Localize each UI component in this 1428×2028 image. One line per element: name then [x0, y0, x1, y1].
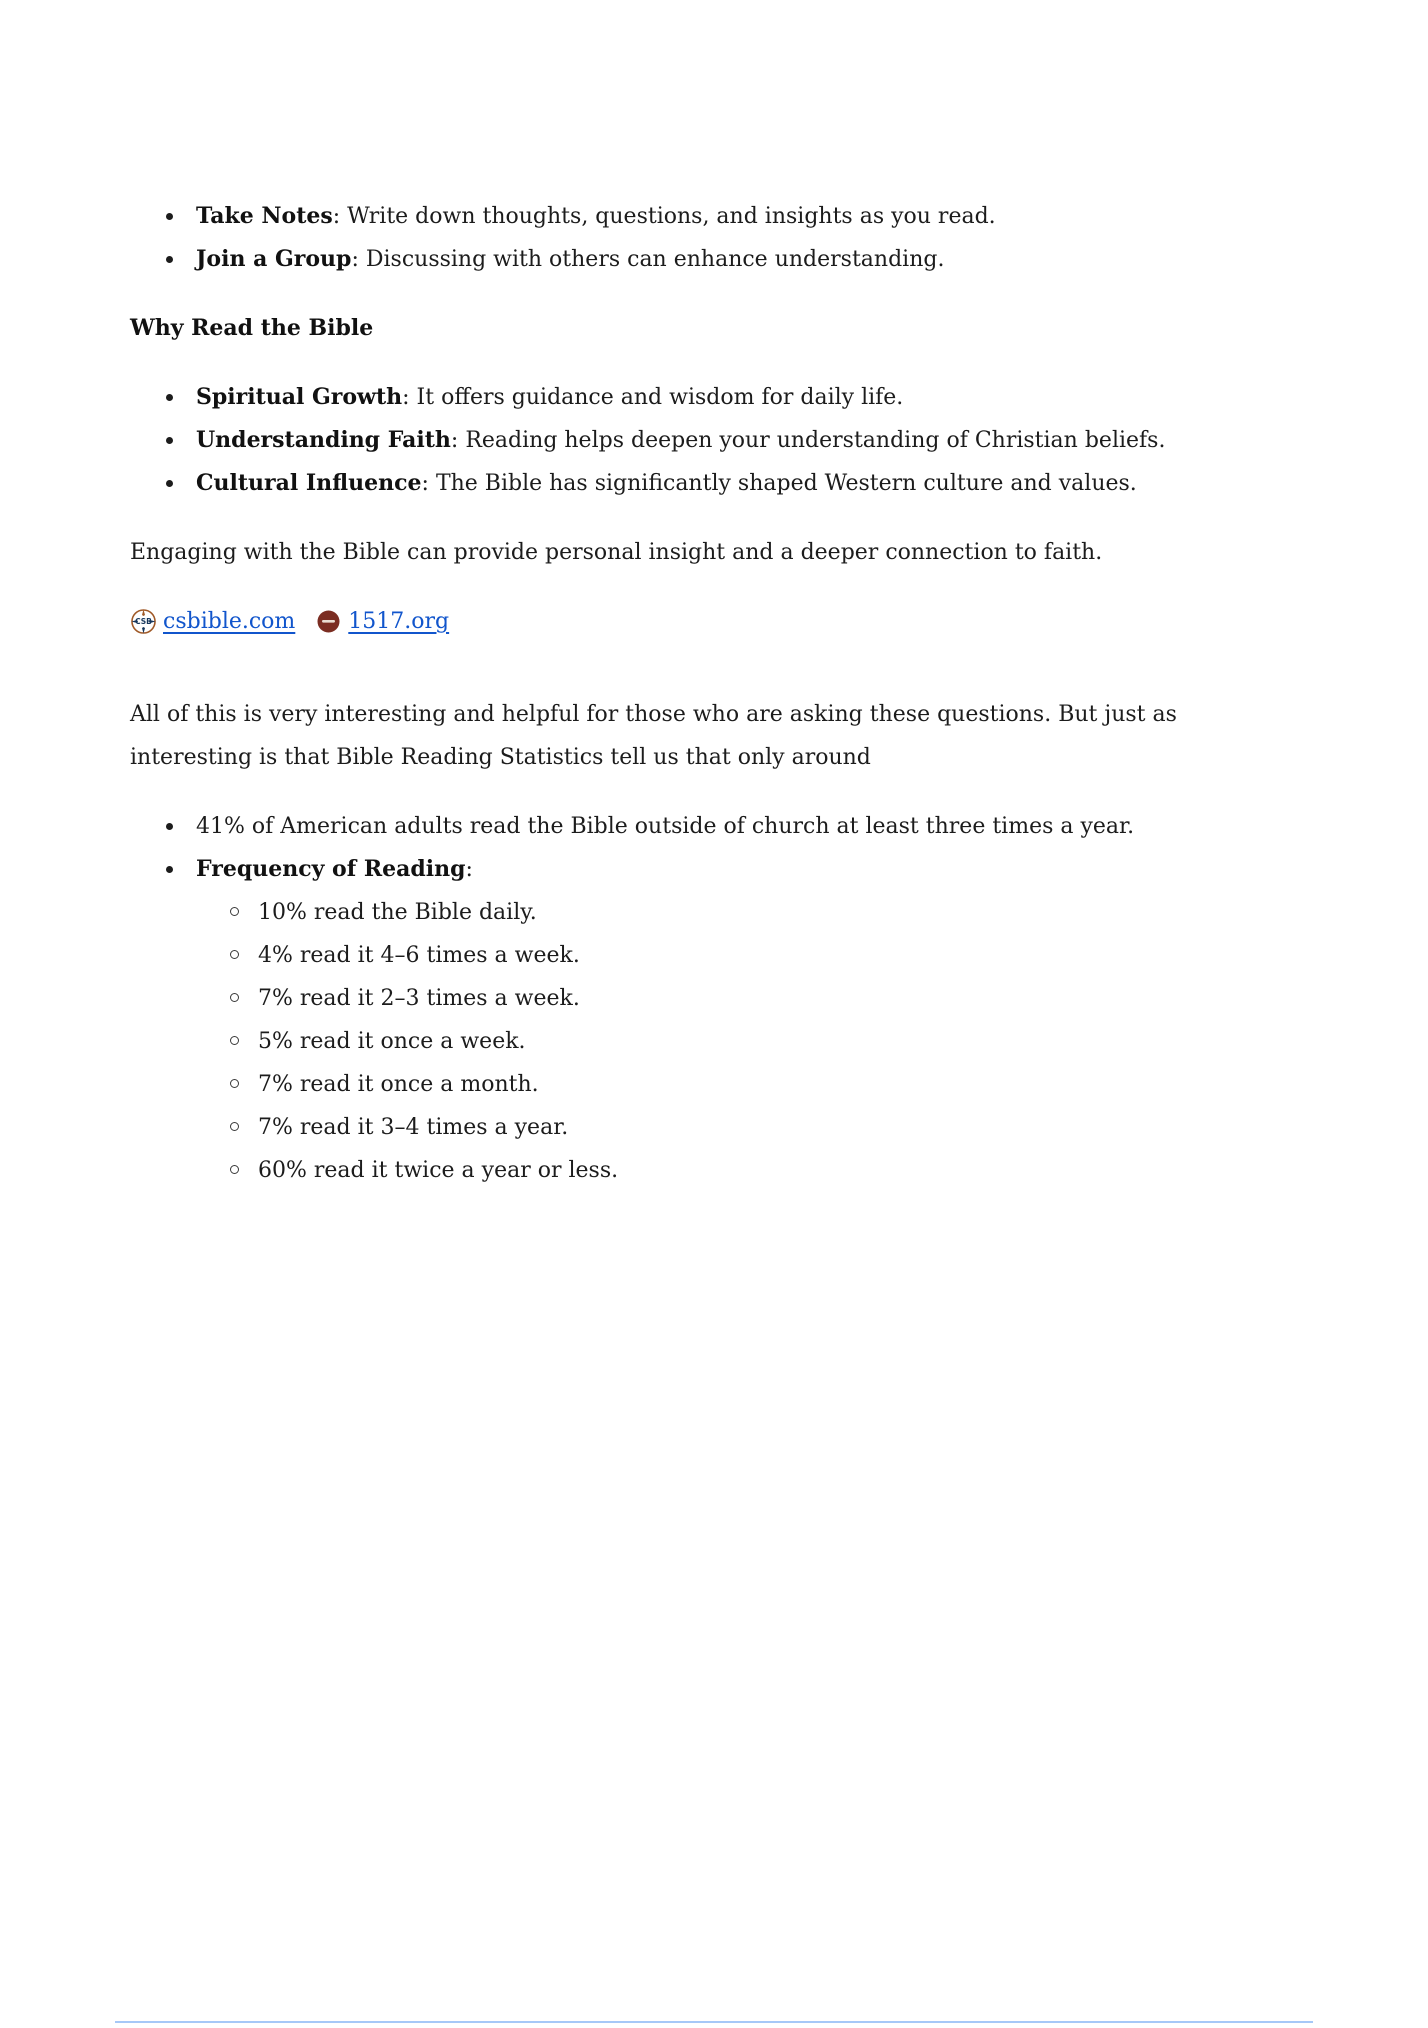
sub-list-item-body: 7% read it 3–4 times a year. — [258, 1115, 569, 1140]
source-links — [130, 600, 1298, 643]
list-item — [166, 376, 1298, 419]
sub-list-item — [230, 1063, 1298, 1106]
csb-logo-icon — [130, 608, 157, 635]
sub-list-item-body: 4% read it 4–6 times a week. — [258, 943, 580, 968]
list-item-body: : Write down thoughts, questions, and insights as you read. — [332, 204, 996, 229]
list-item-lead: Frequency of Reading — [196, 856, 466, 882]
circle-bullet-icon — [230, 1063, 258, 1088]
list-item-lead: Cultural Influence — [196, 470, 422, 496]
list-item — [166, 462, 1298, 505]
circle-bullet-icon — [230, 1106, 258, 1131]
circle-bullet-icon — [230, 1020, 258, 1045]
sub-list-item — [230, 1106, 1298, 1149]
list-item-lead: Take Notes — [196, 203, 333, 229]
bottom-divider — [115, 2021, 1313, 2023]
sub-list-item-body: 7% read it once a month. — [258, 1072, 539, 1097]
svg-text:CSB: CSB — [135, 617, 152, 626]
list-item-text — [196, 195, 1298, 238]
stats-intro-paragraph: All of this is very interesting and helpful for those who are asking these questions. But just as interesting is that Bible Reading Statistics tell us that only around — [130, 702, 1177, 770]
list-item-text — [196, 462, 1298, 505]
bullet-icon — [166, 195, 196, 220]
engaging-paragraph: Engaging with the Bible can provide personal insight and a deeper connection to faith. — [130, 540, 1103, 565]
list-item-lead: Spiritual Growth — [196, 384, 403, 410]
why-read-list — [130, 376, 1298, 505]
bullet-icon — [166, 848, 196, 873]
sub-list-item — [230, 934, 1298, 977]
list-item-text — [196, 238, 1298, 281]
sub-list-item — [230, 1020, 1298, 1063]
1517-logo-icon — [315, 608, 342, 635]
stats-list — [130, 805, 1298, 1192]
circle-bullet-icon — [230, 1149, 258, 1174]
list-item-body: : — [465, 857, 473, 882]
1517-link[interactable]: 1517.org — [348, 609, 450, 634]
bullet-icon — [166, 419, 196, 444]
sub-list-item-body: 10% read the Bible daily. — [258, 900, 537, 925]
list-item-text — [196, 848, 1298, 891]
list-item-text — [196, 419, 1298, 462]
circle-bullet-icon — [230, 891, 258, 916]
sub-list-item — [230, 1149, 1298, 1192]
list-item — [166, 195, 1298, 238]
list-item-body: : It offers guidance and wisdom for daily life. — [402, 385, 904, 410]
list-item-text — [196, 376, 1298, 419]
sub-list-item-body: 5% read it once a week. — [258, 1029, 526, 1054]
list-item-body: : Reading helps deepen your understanding of Christian beliefs. — [450, 428, 1166, 453]
circle-bullet-icon — [230, 977, 258, 1002]
list-item-body: 41% of American adults read the Bible outside of church at least three times a year. — [196, 814, 1135, 839]
sub-list-item — [230, 891, 1298, 934]
sub-list-item-body: 7% read it 2–3 times a week. — [258, 986, 580, 1011]
bullet-icon — [166, 238, 196, 263]
sub-list-item — [230, 977, 1298, 1020]
list-item — [166, 419, 1298, 462]
list-item — [166, 848, 1298, 891]
list-item-lead: Understanding Faith — [196, 427, 451, 453]
circle-bullet-icon — [230, 934, 258, 959]
csbible-link[interactable]: csbible.com — [163, 609, 296, 634]
list-item — [166, 238, 1298, 281]
list-item-body: : Discussing with others can enhance understanding. — [351, 247, 945, 272]
tips-list — [130, 195, 1298, 281]
bullet-icon — [166, 376, 196, 401]
list-item-body: : The Bible has significantly shaped Western culture and values. — [421, 471, 1137, 496]
section-heading: Why Read the Bible — [130, 315, 374, 341]
list-item — [166, 805, 1298, 848]
bullet-icon — [166, 805, 196, 830]
list-item-lead: Join a Group — [196, 246, 352, 272]
bullet-icon — [166, 462, 196, 487]
sub-list-item-body: 60% read it twice a year or less. — [258, 1158, 619, 1183]
